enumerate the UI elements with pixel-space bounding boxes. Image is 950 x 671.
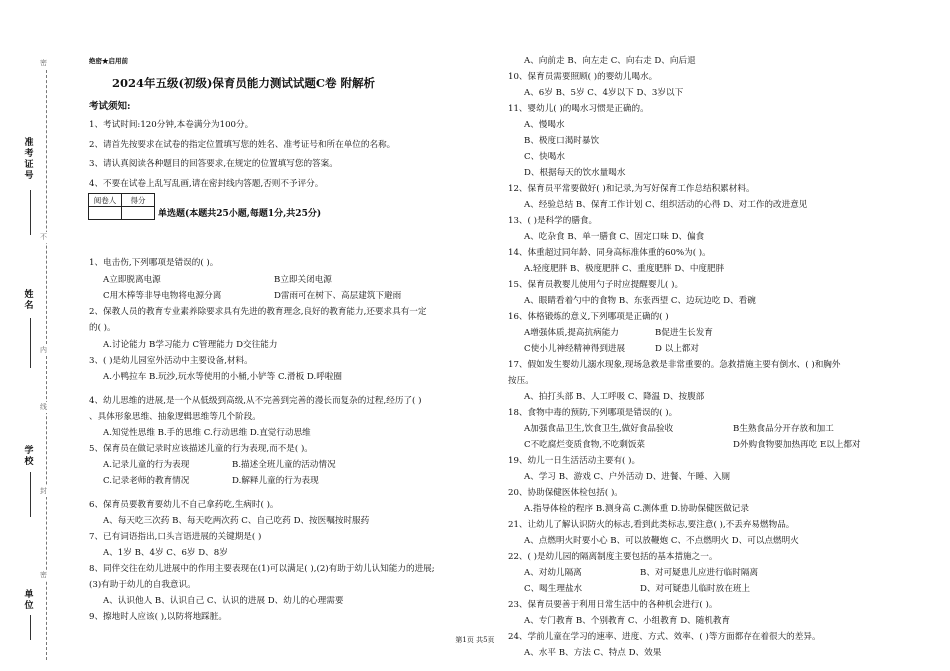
question-line: 3、( )是幼儿园室外活动中主要设备,材料。 [89, 356, 253, 366]
question-line: 7、已有词语指出,口头言语进展的关键期是( ) [89, 532, 262, 542]
question-line: D、根据每天的饮水量喝水 [524, 168, 626, 178]
question-line: A、水平 B、方法 C、特点 D、效果 [524, 648, 662, 658]
question-line: B、极度口渴时暴饮 [524, 136, 600, 146]
question-line: A、认识他人 B、认识自己 C、认识的进展 D、幼儿的心理需要 [103, 596, 344, 606]
question-line: 、具体形象思维、抽象逻辑思维等几个阶段。 [89, 412, 261, 422]
question-line: A.轻度肥胖 B、极度肥胖 C、重度肥胖 D、中度肥胖 [524, 264, 725, 274]
question-line: A加强食品卫生,饮食卫生,做好食品验收 [524, 424, 674, 434]
question-line: C、快喝水 [524, 152, 565, 162]
question-line: B生熟食品分开存放和加工 [733, 424, 834, 434]
question-line: B促进生长发育 [655, 328, 713, 338]
question-line: 17、假如发生婴幼儿溺水现象,现场急救是非常重要的。急救措施主要有倒水、( )和胸外 [508, 360, 841, 370]
question-line: 14、体重超过同年龄、同身高标准体重的60%为( )。 [508, 248, 711, 258]
question-line: B立即关闭电源 [274, 275, 332, 285]
question-line: A、1岁 B、4岁 C、6岁 D、8岁 [103, 548, 228, 558]
question-line: A.指导体检的程序 B.测身高 C.测体重 D.协助保健医做记录 [524, 504, 749, 514]
school-field[interactable] [30, 472, 31, 517]
question-line: A、吃杂食 B、单一膳食 C、固定口味 D、偏食 [524, 232, 705, 242]
label-exam-number: 准考证号 [24, 138, 34, 181]
seal-mark: 封 [40, 487, 47, 495]
label-school: 学校 [24, 446, 34, 467]
section-heading: 单选题(本题共25小题,每题1分,共25分) [158, 209, 322, 219]
question-line: A、6岁 B、5岁 C、4岁以下 D、3岁以下 [524, 88, 684, 98]
score-header: 得分 [122, 194, 155, 207]
question-line: 2、保教人员的教育专业素养除要求具有先进的教育理念,良好的教育能力,还要求具有一定 [89, 307, 427, 317]
question-line: C使小儿神经精神得到进展 [524, 344, 626, 354]
question-line: 21、让幼儿了解认识防火的标志,看到此类标志,要注意( ),不丢弃易燃物品。 [508, 520, 795, 530]
question-line: 12、保育员平常要做好( )和记录,为写好保育工作总结积累材料。 [508, 184, 755, 194]
notice-item: 2、请首先按要求在试卷的指定位置填写您的姓名、准考证号和所在单位的名称。 [89, 140, 396, 150]
question-line: C.记录老师的教育情况 [103, 476, 190, 486]
question-line: A、对幼儿隔离 [524, 568, 582, 578]
question-line: 23、保育员要善于利用日常生活中的各种机会进行( )。 [508, 600, 718, 610]
question-line: 10、保育员需要照顾( )的婴幼儿喝水。 [508, 72, 658, 82]
question-line: 按压。 [508, 376, 534, 386]
notice-item: 4、不要在试卷上乱写乱画,请在密封线内答题,否则不予评分。 [89, 179, 324, 189]
notice-heading: 考试须知: [89, 101, 131, 112]
name-field[interactable] [30, 318, 31, 368]
question-line: 20、协助保健医体检包括( )。 [508, 488, 623, 498]
question-line: D 以上都对 [655, 344, 699, 354]
seal-mark: 不 [40, 233, 47, 241]
score-table [88, 193, 155, 220]
question-line: A、拍打头部 B、人工呼吸 C、降温 D、按腹部 [524, 392, 705, 402]
binding-margin [0, 0, 75, 671]
score-cell[interactable] [122, 207, 155, 220]
question-line: 9、擦地时人应该( ),以防将地踩脏。 [89, 612, 227, 622]
question-line: A.讨论能力 B学习能力 C管理能力 D交往能力 [103, 340, 278, 350]
seal-mark: 内 [40, 346, 47, 354]
question-line: D、对可疑患儿临时放在班上 [640, 584, 751, 594]
question-line: A立即脱离电源 [103, 275, 161, 285]
question-line: 的( )。 [89, 323, 116, 333]
question-line: A.记录儿童的行为表现 [103, 460, 190, 470]
question-line: A、点燃明火时要小心 B、可以放鞭炮 C、不点燃明火 D、可以点燃明火 [524, 536, 799, 546]
question-line: 24、学前儿童在学习的速率、进度、方式、效率、( )等方面都存在着很大的差异。 [508, 632, 821, 642]
question-line: B.描述全班儿童的活动情况 [232, 460, 336, 470]
question-line: A.小鸭拉车 B.玩沙,玩水等使用的小桶,小铲等 C.滑板 D.呼啦圈 [103, 372, 343, 382]
question-line: 19、幼儿一日生活活动主要有( )。 [508, 456, 641, 466]
label-unit: 单位 [24, 590, 34, 611]
question-line: A、向前走 B、向左走 C、向右走 D、向后退 [524, 56, 696, 66]
question-line: D外购食物要加热再吃 E以上都对 [733, 440, 861, 450]
question-line: (3)有助于幼儿的自我意识。 [89, 580, 196, 590]
question-line: 16、体格锻炼的意义,下列哪项是正确的( ) [508, 312, 669, 322]
question-line: A、专门教育 B、个别教育 C、小组教育 D、随机教育 [524, 616, 731, 626]
question-line: 18、食物中毒的预防,下列哪项是错误的( )。 [508, 408, 678, 418]
seal-mark: 密 [40, 59, 47, 67]
question-line: A、经验总结 B、保育工作计划 C、组织活动的心得 D、对工作的改进意见 [524, 200, 808, 210]
exam-number-field[interactable] [30, 190, 31, 235]
question-line: D雷雨可在树下、高层建筑下避雨 [274, 291, 402, 301]
label-name: 姓名 [24, 290, 34, 311]
page-title: 2024年五级(初级)保育员能力测试试题C卷 附解析 [112, 76, 376, 90]
question-line: 4、幼儿思维的进展,是一个从低级到高级,从不完善到完善的漫长而复杂的过程,经历了( ) [89, 396, 422, 406]
reviewer-header: 阅卷人 [89, 194, 122, 207]
question-line: A.知觉性思维 B.手的思维 C.行动思维 D.直觉行动思维 [103, 428, 311, 438]
reviewer-cell[interactable] [89, 207, 122, 220]
question-line: 15、保育员教婴儿使用勺子时应提醒婴儿( )。 [508, 280, 684, 290]
seal-mark: 密 [40, 571, 47, 579]
notice-item: 1、考试时间:120分钟,本卷满分为100分。 [89, 120, 254, 130]
question-line: A、慢喝水 [524, 120, 565, 130]
seal-mark: 线 [40, 403, 47, 411]
question-line: 5、保育员在做记录时应该描述儿童的行为表现,而不是( )。 [89, 444, 313, 454]
question-line: 6、保育员要教育要幼儿不自己拿药吃,生病时( )。 [89, 500, 279, 510]
question-line: A增强体质,提高抗病能力 [524, 328, 619, 338]
question-line: 1、电击伤,下列哪项是错误的( )。 [89, 258, 219, 268]
question-line: C、喝生理盐水 [524, 584, 583, 594]
question-line: A、眼睛看着勺中的食物 B、东张西望 C、边玩边吃 D、看碗 [524, 296, 756, 306]
question-line: D.解释儿童的行为表现 [232, 476, 319, 486]
question-line: C用木棒等非导电物将电源分离 [103, 291, 222, 301]
notice-item: 3、请认真阅读各种题目的回答要求,在规定的位置填写您的答案。 [89, 159, 338, 169]
question-line: C不吃腐烂变质食物,不吃剩饭菜 [524, 440, 646, 450]
question-line: A、学习 B、游戏 C、户外活动 D、进餐、午睡、入厕 [524, 472, 731, 482]
question-line: 22、( )是幼儿园的隔离制度主要包括的基本措施之一。 [508, 552, 718, 562]
question-line: 11、婴幼儿( )的喝水习惯是正确的。 [508, 104, 649, 114]
page-number: 第1页 共5页 [455, 636, 495, 644]
question-line: 13、( )是科学的膳食。 [508, 216, 598, 226]
question-line: A、每天吃三次药 B、每天吃两次药 C、自己吃药 D、按医嘱按时服药 [103, 516, 370, 526]
question-line: B、对可疑患儿应进行临时隔离 [640, 568, 759, 578]
secret-mark: 绝密★启用前 [89, 57, 128, 65]
question-line: 8、同伴交往在幼儿进展中的作用主要表现在(1)可以满足( ),(2)有助于幼儿认知能力的进展; [89, 564, 435, 574]
